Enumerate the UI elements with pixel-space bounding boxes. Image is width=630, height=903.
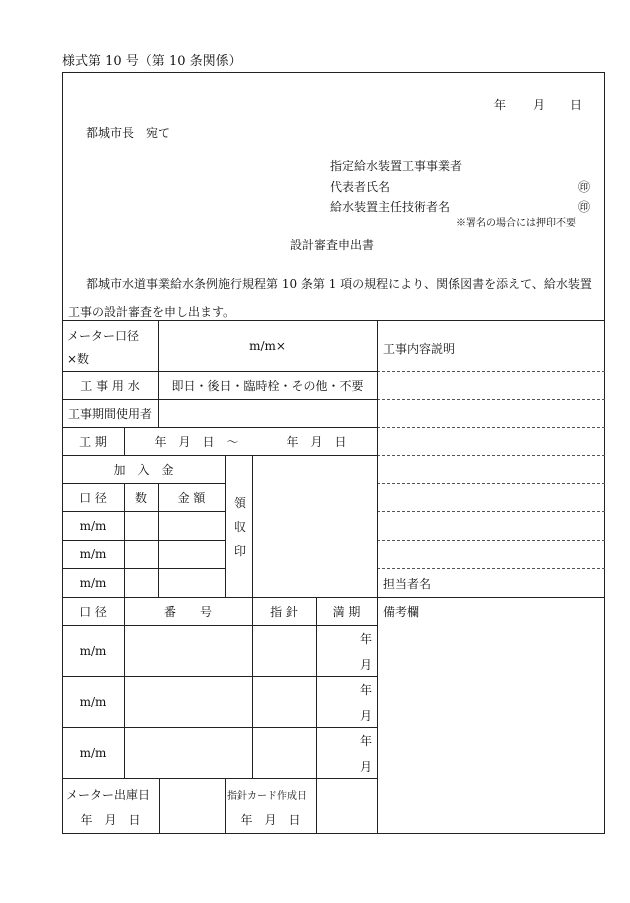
kanyu-col-amount: 金 額 [177, 490, 206, 505]
meter-row-3-size: m/m [79, 745, 107, 760]
vline-seal-right [252, 455, 253, 597]
meter-size-label-2: ×数 [67, 352, 90, 366]
dash-5 [377, 483, 605, 484]
meter-row-1-month: 月 [360, 658, 373, 672]
date-month: 月 [533, 98, 546, 112]
period-user-label: 工事期間使用者 [67, 406, 152, 421]
vline-bottom-1 [159, 778, 160, 834]
dash-6 [377, 511, 605, 512]
dash-1 [377, 371, 605, 372]
meter-col-number: 番 号 [163, 604, 212, 619]
vline-right-column [377, 320, 378, 834]
meter-card-date-label: 指針カード作成日 [227, 791, 307, 802]
subscription-fee-header: 加 入 金 [113, 462, 174, 477]
seal-mark-2: ㊞ [578, 200, 591, 214]
person-in-charge-label: 担当者名 [383, 577, 432, 591]
meter-row-2-size: m/m [79, 694, 107, 709]
meter-col-reading: 指 針 [270, 604, 298, 619]
meter-col-expiry: 満 期 [332, 604, 361, 619]
meter-size-label-1: メーター口径 [67, 329, 140, 343]
term-label: 工 期 [79, 434, 107, 449]
dash-3 [377, 427, 605, 428]
addressee: 都城市長 宛て [86, 126, 171, 140]
meter-row-3-year: 年 [360, 734, 373, 748]
contractor-label: 指定給水装置工事事業者 [330, 159, 463, 173]
work-water-label: 工 事 用 水 [80, 378, 140, 393]
dash-7 [377, 540, 605, 541]
vline-kanyu-right [225, 455, 226, 597]
work-description-label: 工事内容説明 [383, 342, 456, 356]
body-paragraph: 都城市水道事業給水条例施行規程第 10 条第 1 項の規程により、関係図書を添えて、給水装置工事の設計審査を申し出ます。 [68, 277, 592, 319]
kanyu-row-2: m/m [79, 547, 107, 561]
date-year: 年 [494, 98, 507, 112]
dash-8 [377, 568, 605, 569]
line-meter-r3 [62, 778, 377, 779]
form-number: 様式第 10 号（第 10 条関係） [62, 54, 242, 69]
kanyu-col-count: 数 [134, 490, 147, 505]
meter-row-2-year: 年 [360, 683, 373, 697]
meter-size-value: m/m× [249, 338, 286, 353]
signature-note: ※署名の場合には押印不要 [456, 218, 576, 229]
date-day: 日 [570, 98, 583, 112]
term-value: 年 月 日 ～ 年 月 日 [154, 434, 347, 449]
dash-2 [377, 399, 605, 400]
receipt-seal-char-3: 印 [234, 544, 247, 558]
engineer-label: 給水装置主任技術者名 [330, 200, 451, 214]
representative-label: 代表者氏名 [330, 180, 391, 194]
kanyu-col-size: 口 径 [79, 490, 107, 505]
meter-row-1-size: m/m [79, 643, 107, 658]
dash-4 [377, 455, 605, 456]
kanyu-row-1: m/m [79, 518, 107, 533]
meter-release-date-label: メーター出庫日 [66, 788, 151, 802]
work-water-options: 即日・後日・臨時栓・その他・不要 [171, 378, 364, 393]
meter-card-date-value: 年 月 日 [240, 812, 301, 827]
remarks-label: 備考欄 [383, 605, 420, 619]
document-title: 設計審査申出書 [290, 238, 375, 252]
meter-release-date-value: 年 月 日 [80, 812, 141, 827]
receipt-seal-char-1: 領 [234, 496, 247, 510]
meter-row-1-year: 年 [360, 632, 373, 646]
vline-meter-3 [316, 597, 317, 834]
meter-row-3-month: 月 [360, 760, 373, 774]
kanyu-row-3: m/m [79, 575, 107, 590]
meter-col-size: 口 径 [79, 604, 107, 619]
meter-row-2-month: 月 [360, 709, 373, 723]
receipt-seal-char-2: 収 [234, 520, 247, 534]
seal-mark-1: ㊞ [578, 180, 591, 194]
